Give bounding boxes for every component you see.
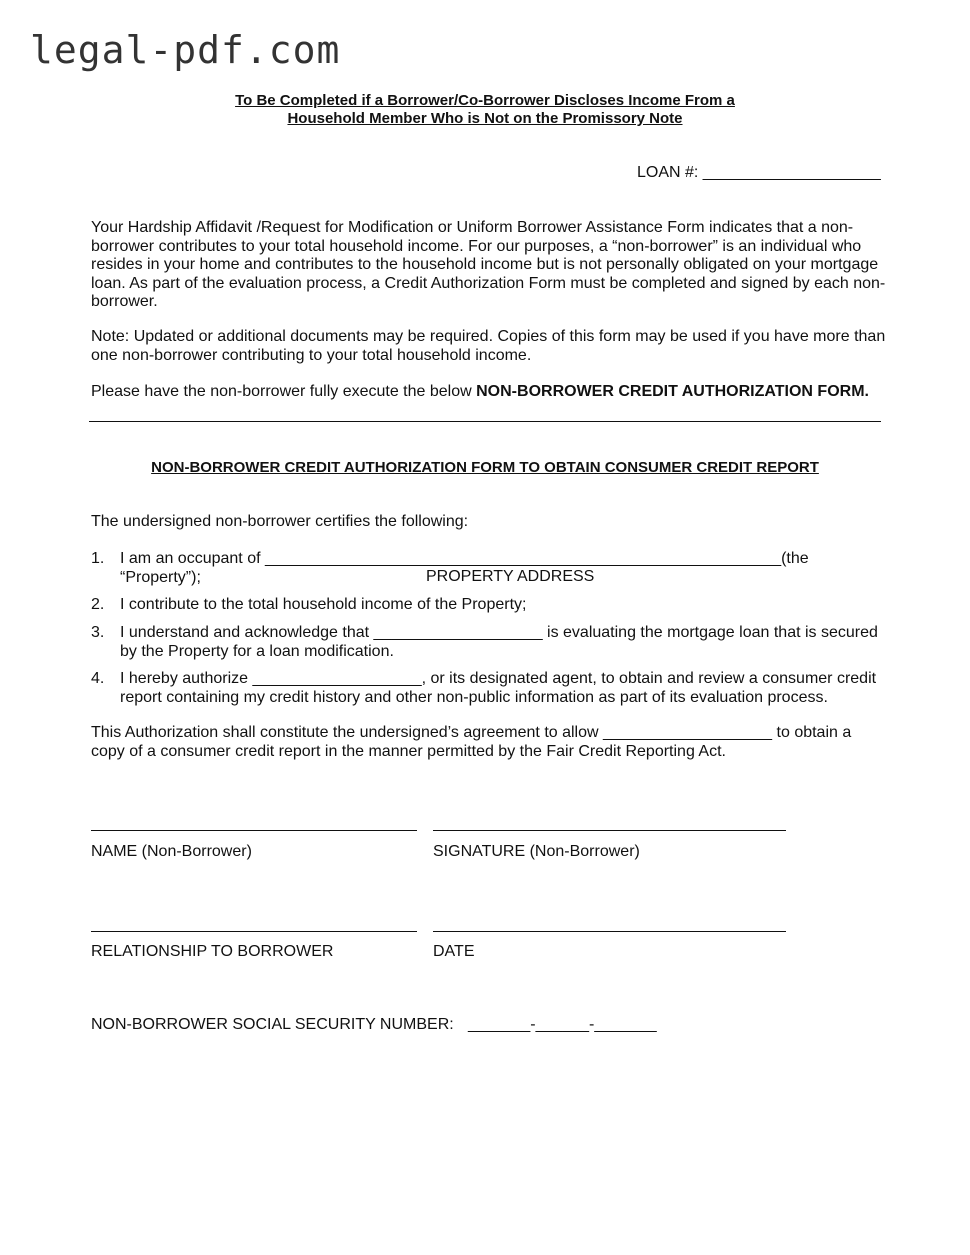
header-line-2: Household Member Who is Not on the Promissory Note: [287, 110, 683, 127]
form-title: NON-BORROWER CREDIT AUTHORIZATION FORM TO OBTAIN CONSUMER CREDIT REPORT: [151, 459, 819, 476]
list-item-text[interactable]: I am an occupant of __________________________________________________________(the “Property”);: [120, 550, 809, 586]
certify-statement: The undersigned non-borrower certifies the following:: [91, 513, 469, 530]
loan-number-field[interactable]: LOAN #: ____________________: [637, 164, 881, 181]
property-address-label: PROPERTY ADDRESS: [426, 568, 595, 585]
list-item-text[interactable]: I hereby authorize ___________________, or its designated agent, to obtain and review a consumer credit report containing my credit history and other non-public information as part of its evaluation process.: [120, 670, 877, 706]
relationship-label: RELATIONSHIP TO BORROWER: [91, 943, 334, 960]
note-paragraph: Note: Updated or additional documents may be required. Copies of this form may be used if you have more than one non-borrower contributing to your total household income.: [91, 328, 886, 364]
signature-label: SIGNATURE (Non-Borrower): [433, 843, 640, 860]
intro-paragraph: Your Hardship Affidavit /Request for Modification or Uniform Borrower Assistance Form indicates that a non-borrower contributes to your total household income. For our purposes, a “non-borrower” is an individual who resides in your home and contributes to the household income but is not personally obligated on your mortgage loan. As part of the evaluation process, a Credit Authorization Form must be completed and signed by each non-borrower.: [91, 219, 886, 310]
site-logo: legal-pdf.com: [30, 28, 341, 72]
date-line[interactable]: [433, 931, 786, 932]
list-item-number: 1.: [91, 550, 105, 567]
name-signature-line[interactable]: [91, 830, 417, 831]
list-item: [91, 624, 886, 661]
instruction-paragraph: [91, 383, 886, 402]
instruction-text: Please have the non-borrower fully execute the below: [91, 383, 477, 400]
list-item: [91, 670, 886, 707]
list-item-number: 2.: [91, 596, 105, 613]
authorization-paragraph[interactable]: This Authorization shall constitute the undersigned’s agreement to allow ___________________ to obtain a copy of a consumer credit report in the manner permitted by the Fair Credit Reporting Act.: [91, 724, 852, 760]
ssn-field[interactable]: _______-______-_______: [468, 1016, 657, 1033]
ssn-label: NON-BORROWER SOCIAL SECURITY NUMBER:: [91, 1016, 454, 1033]
list-item-number: 4.: [91, 670, 105, 687]
date-label: DATE: [433, 943, 475, 960]
name-label: NAME (Non-Borrower): [91, 843, 252, 860]
signature-line[interactable]: [433, 830, 786, 831]
list-item: [91, 596, 886, 615]
relationship-line[interactable]: [91, 931, 417, 932]
instruction-form-name: NON-BORROWER CREDIT AUTHORIZATION FORM.: [476, 383, 869, 400]
list-item-text[interactable]: I understand and acknowledge that ___________________ is evaluating the mortgage loan that is secured by the Property for a loan modification.: [120, 624, 878, 660]
list-item-number: 3.: [91, 624, 105, 641]
list-item-text: I contribute to the total household income of the Property;: [120, 596, 527, 613]
header-line-1: To Be Completed if a Borrower/Co-Borrower Discloses Income From a: [235, 92, 735, 109]
section-divider: [89, 421, 881, 422]
